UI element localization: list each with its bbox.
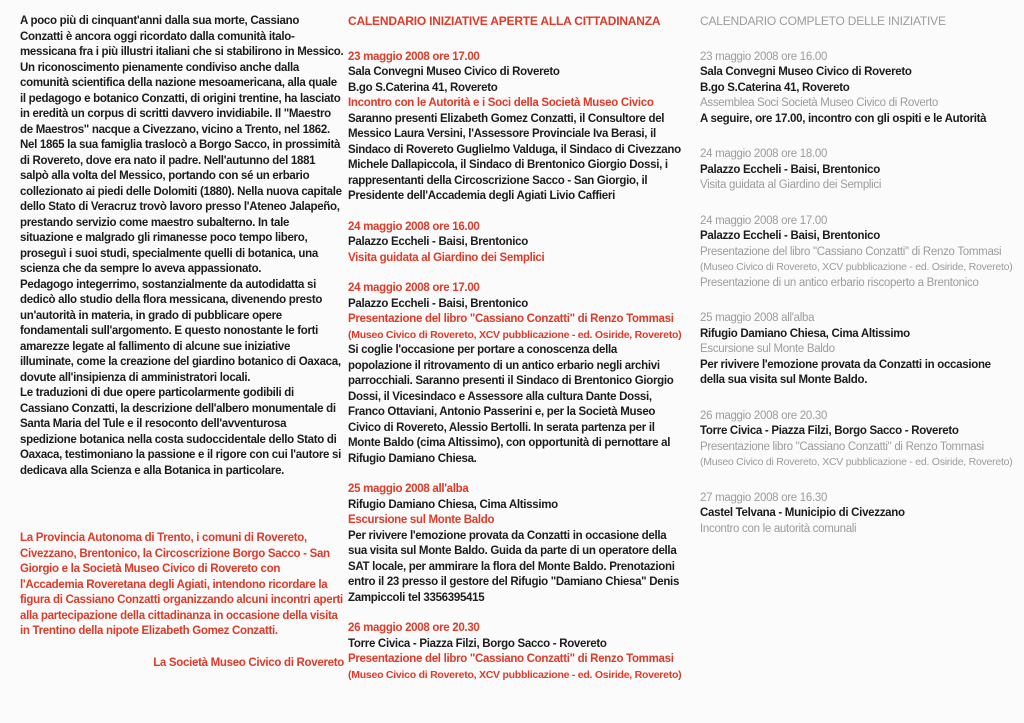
event-venue-line: Palazzo Eccheli - Baisi, Brentonico: [700, 163, 880, 176]
event-body-line: Si coglie l'occasione per portare a conoscenza della popolazione il ritrovamento di un antico erbario negli archivi parrocchiali. Saranno presenti il Sindaco di Brentonico Giorgio Dossi, il Vicesindaco e Assessore alla cultura Dante Dossi, Franco Ottaviani, Antonio Passerini e, per la Società Museo Civico di Rovereto, Alessio Bertolli. In serata partenza per il Monte Baldo (cima Altissimo), con opportunità di pernottare al Rifugio Damiano Chiesa.: [348, 344, 674, 465]
event-venue-line: Sala Convegni Museo Civico di Rovereto: [348, 66, 560, 78]
event-body-line: Per rivivere l'emozione provata da Conzatti in occasione della sua visita sul Monte Baldo.: [700, 358, 991, 386]
event-venue-line: Sala Convegni Museo Civico di Rovereto: [700, 66, 912, 78]
public-calendar-events: [348, 50, 682, 684]
event-block: [700, 311, 1014, 389]
event-block: [348, 621, 682, 683]
event-label-line: Escursione sul Monte Baldo: [700, 343, 835, 355]
event-label-line: Incontro con le autorità comunali: [700, 522, 857, 535]
event-venue-line: Palazzo Eccheli - Baisi, Brentonico: [348, 297, 528, 310]
event-venue-line: Castel Telvana - Municipio di Civezzano: [700, 507, 905, 519]
event-note-line: (Museo Civico di Rovereto, XCV pubblicazione - ed. Osiride, Rovereto): [348, 328, 682, 341]
signature-line: La Società Museo Civico di Rovereto: [153, 656, 344, 669]
event-label-line: Presentazione del libro "Cassiano Conzatti" di Renzo Tommasi: [700, 245, 1002, 258]
event-note-line: (Museo Civico di Rovereto, XCV pubblicazione - ed. Osiride, Rovereto): [700, 261, 1013, 273]
event-date-line: 25 maggio 2008 all'alba: [700, 312, 815, 324]
complete-calendar-column: [700, 14, 1014, 557]
event-date-line: 24 maggio 2008 ore 17.00: [700, 214, 828, 227]
event-date-line: 25 maggio 2008 all'alba: [348, 483, 469, 495]
event-note-line: (Museo Civico di Rovereto, XCV pubblicazione - ed. Osiride, Rovereto): [700, 456, 1013, 468]
event-label-line: Presentazione libro "Cassiano Conzatti" di Renzo Tommasi: [700, 440, 984, 453]
event-venue-line: Palazzo Eccheli - Baisi, Brentonico: [348, 236, 528, 248]
body-paragraph: A poco più di cinquant'anni dalla sua morte, Cassiano Conzatti è ancora oggi ricordato dalla comunità italo-messicana fra i più illustri italiani che si stabilirono in Messico.: [20, 15, 344, 58]
event-date-line: 26 maggio 2008 ore 20.30: [700, 409, 828, 422]
body-paragraph: Pedagogo integerrimo, sostanzialmente da autodidatta si dedicò allo studio della flora messicana, divenendo presto un'autorità in materia, in grado di pubblicare opere fondamentali sull'argomento. E questo nonostante le forti amarezze legate al fallimento di alcune sue iniziative illuminate, come la creazione del giardino botanico di Oaxaca, dovute all'insipienza di amministratori locali.: [20, 278, 341, 384]
event-label-line: Assemblea Soci Società Museo Civico di Roverto: [700, 97, 939, 109]
event-label-line: Visita guidata al Giardino dei Semplici: [700, 179, 882, 191]
event-label-line: Escursione sul Monte Baldo: [348, 514, 495, 526]
event-block: [348, 281, 682, 467]
body-paragraph: Un riconoscimento pienamente condiviso anche dalla comunità scientifica della nazione mesoamericana, alla quale il pedagogo e botanico Conzatti, di origini trentine, ha lasciato in eredità un corpus di scritti davvero invidiabile. Il "Maestro de Maestros" nacque a Civezzano, vicino a Trento, nel 1862. Nel 1865 la sua famiglia traslocò a Borgo Sacco, in prossimità di Rovereto, dove era nato il padre. Nell'autunno del 1881 salpò alla volta del Messico, portando con sé un erbario collezionato ai piedi delle Dolomiti (1880). Nella nuova capitale dello Stato di Veracruz trovò lavoro presso l'Ateneo Jalapeño, prestando servizio come maestro subalterno. In tale situazione e malgrado gli rimanesse poco tempo libero, proseguì i suoi studi, specialmente quelli di botanica, una scienza che da sempre lo aveva appassionato.: [20, 61, 342, 275]
event-label-line: Presentazione di un antico erbario riscoperto a Brentonico: [700, 276, 979, 289]
event-date-line: 24 maggio 2008 ore 16.00: [348, 220, 480, 233]
event-venue-line: Palazzo Eccheli - Baisi, Brentonico: [700, 230, 880, 242]
event-block: [348, 50, 682, 205]
event-date-line: 24 maggio 2008 ore 17.00: [348, 282, 480, 294]
event-venue-line: B.go S.Caterina 41, Rovereto: [348, 81, 498, 94]
event-venue-line: Rifugio Damiano Chiesa, Cima Altissimo: [700, 327, 910, 340]
event-venue-line: Rifugio Damiano Chiesa, Cima Altissimo: [348, 498, 558, 511]
event-venue-line: Torre Civica - Piazza Filzi, Borgo Sacco - Rovereto: [700, 425, 959, 437]
complete-calendar-events: [700, 50, 1014, 538]
event-label-line: Visita guidata al Giardino dei Semplici: [348, 251, 545, 264]
body-paragraph: Le traduzioni di due opere particolarmente godibili di Cassiano Conzatti, la descrizione dell'albero monumentale di Santa Maria del Tule e il resoconto dell'avventurosa spedizione botanica nella costa sudoccidentale dello Stato di Oaxaca, testimoniano la passione e il rigore con cui l'autore si dedicava alla Scienza e alla Botanica in particolare.: [20, 387, 341, 477]
event-venue-line: B.go S.Caterina 41, Rovereto: [700, 81, 850, 94]
event-body-line: Saranno presenti Elizabeth Gomez Conzatti, il Consultore del Messico Laura Versini, l'Assessore Provinciale Iva Berasi, il Sindaco di Rovereto Guglielmo Valduga, il Sindaco di Civezzano Michele Dallapiccola, il Sindaco di Brentonico Giorgio Dossi, i rappresentanti della Circoscrizione Sacco - San Giorgio, il Presidente dell'Accademia degli Agiati Livio Caffieri: [348, 112, 681, 202]
announcement-paragraph: La Provincia Autonoma di Trento, i comuni di Rovereto, Civezzano, Brentonico, la Circoscrizione Borgo Sacco - San Giorgio e la Società Museo Civico di Rovereto con l'Accademia Roveretana degli Agiati, intendono ricordare la figura di Cassiano Conzatti organizzando alcuni incontri aperti alla partecipazione della cittadinanza in occasione della visita in Trentino della nipote Elizabeth Gomez Conzatti.: [20, 532, 343, 637]
event-venue-line: Torre Civica - Piazza Filzi, Borgo Sacco - Rovereto: [348, 637, 607, 650]
event-block: [700, 214, 1014, 292]
event-label-line: Presentazione del libro "Cassiano Conzatti" di Renzo Tommasi: [348, 653, 674, 665]
event-block: [348, 482, 682, 606]
event-note-line: (Museo Civico di Rovereto, XCV pubblicazione - ed. Osiride, Rovereto): [348, 668, 682, 681]
event-block: [348, 220, 682, 267]
event-label-line: Presentazione del libro "Cassiano Conzatti" di Renzo Tommasi: [348, 313, 674, 325]
event-label-line: Incontro con le Autorità e i Soci della Società Museo Civico: [348, 97, 654, 109]
event-date-line: 23 maggio 2008 ore 16.00: [700, 50, 828, 63]
event-date-line: 24 maggio 2008 ore 18.00: [700, 148, 828, 160]
event-body-line: Per rivivere l'emozione provata da Conzatti in occasione della sua visita sul Monte Baldo. Guida da parte di un operatore della SAT locale, per ammirare la flora del Monte Baldo. Prenotazioni entro il 23 presso il gestore del Rifugio "Damiano Chiesa" Denis Zampiccoli tel 3356395415: [348, 529, 680, 604]
public-calendar-column: [348, 14, 682, 698]
complete-calendar-title: CALENDARIO COMPLETO DELLE INIZIATIVE: [700, 14, 946, 28]
event-block: [700, 50, 1014, 128]
public-calendar-title: CALENDARIO INIZIATIVE APERTE ALLA CITTADINANZA: [348, 14, 661, 28]
intro-paragraphs: [20, 14, 344, 479]
event-block: [700, 409, 1014, 471]
event-date-line: 27 maggio 2008 ore 16.30: [700, 491, 828, 504]
event-date-line: 26 maggio 2008 ore 20.30: [348, 622, 480, 634]
event-block: [700, 491, 1014, 538]
event-date-line: 23 maggio 2008 ore 17.00: [348, 50, 480, 63]
intro-column: [20, 14, 344, 671]
event-body-line: A seguire, ore 17.00, incontro con gli ospiti e le Autorità: [700, 112, 987, 125]
event-block: [700, 147, 1014, 194]
